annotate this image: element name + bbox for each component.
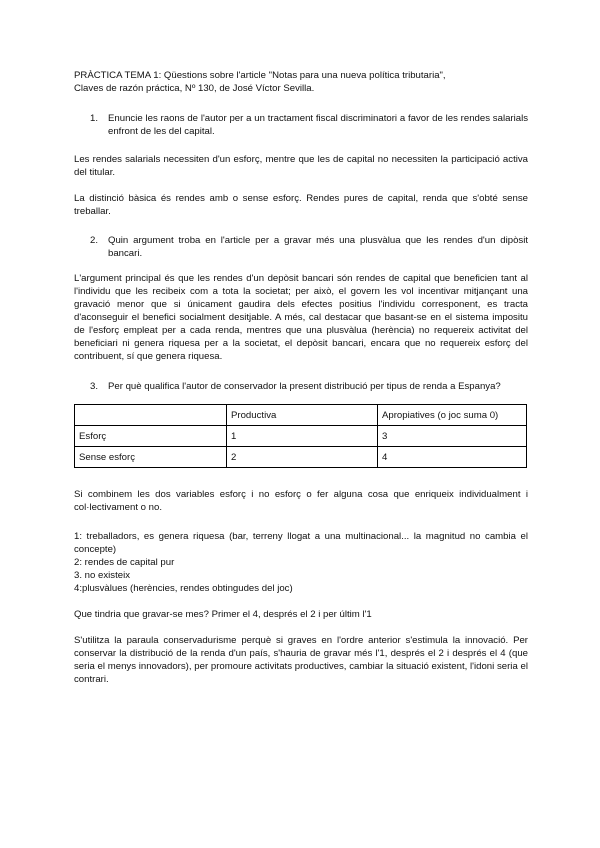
table-cell: 3 <box>378 426 527 447</box>
question-2-number: 2. <box>90 235 99 246</box>
answer-3-paragraph-1: Si combinem les dos variables esforç i no esforç o fer alguna cosa que enriqueix individualment i col·lectivament o no. <box>74 489 528 513</box>
list-item: 3. no existeix <box>74 570 130 581</box>
answer-3-paragraph-3: S'utilitza la paraula conservadurisme perquè si graves en l'ordre anterior s'estimula la innovació. Per conservar la distribució de la renda d'un país, s'hauria de gravar més l'1, després el 2 i després el 4 (que seria el menys innovadors), per promoure activitats productives, cambiar la situació existent, l'idoni seria el contrari. <box>74 635 528 685</box>
question-1 <box>90 112 528 138</box>
question-3-number: 3. <box>90 381 99 392</box>
table-header-cell <box>75 405 227 426</box>
answer-1-paragraph-1: Les rendes salarials necessiten d'un esforç, mentre que les de capital no necessiten la participació activa del titular. <box>74 154 528 178</box>
list-item: 2: rendes de capital pur <box>74 557 175 568</box>
table-row <box>75 426 527 447</box>
title-line-2: Claves de razón práctica, Nº 130, de José Víctor Sevilla. <box>74 83 315 94</box>
table-cell: 1 <box>227 426 378 447</box>
table-header-cell: Apropiatives (o joc suma 0) <box>378 405 527 426</box>
answer-1-paragraph-2: La distinció bàsica és rendes amb o sense esforç. Rendes pures de capital, renda que s'obté sense treballar. <box>74 193 528 217</box>
answer-3-list <box>74 530 528 595</box>
table-row <box>75 447 527 468</box>
table-cell: 2 <box>227 447 378 468</box>
list-item: 1: treballadors, es genera riquesa (bar, terreny llogat a una multinacional... la magnitud no cambia el concepte) <box>74 531 528 555</box>
question-2 <box>90 234 528 260</box>
question-1-text: Enuncie les raons de l'autor per a un tractament fiscal discriminatori a favor de les rendes salarials enfront de les del capital. <box>108 113 528 137</box>
answer-3-paragraph-2: Que tindria que gravar-se mes? Primer el 4, després el 2 i per últim l'1 <box>74 609 372 620</box>
income-type-table <box>74 404 527 468</box>
table-header-cell: Productiva <box>227 405 378 426</box>
question-3-text: Per què qualifica l'autor de conservador la present distribució per tipus de renda a Espanya? <box>108 381 501 392</box>
question-1-number: 1. <box>90 113 99 124</box>
title-line-1: PRÀCTICA TEMA 1: Qüestions sobre l'article "Notas para una nueva política tributaria", <box>74 70 446 81</box>
table-cell: 4 <box>378 447 527 468</box>
table-cell: Esforç <box>75 426 227 447</box>
answer-2-paragraph: L'argument principal és que les rendes d'un depòsit bancari són rendes de capital que beneficien tant al l'individu que les recibeix com a tota la societat; per això, el govern les vol incentivar mitjançant una gravació menor que si únicament gaudira dels efectes positius l'individu corresponent, es tracta d'aconseguir el benefici socialment desitjable. A més, cal destacar que basant-se en el sistema impositu de l'esforç empleat per a cada renda, mentres que una plusvàlua (herència) no requereix activitat del beneficiari ni genera riquesa per a la societat, el depòsit bancari, encara que no requereix esforç del contribuent, sí que genera riquesa. <box>74 273 528 362</box>
question-3 <box>90 380 528 393</box>
question-2-text: Quin argument troba en l'article per a gravar més una plusvàlua que les rendes d'un dipòsit bancari. <box>108 235 528 259</box>
document-title <box>74 69 528 95</box>
table-header-row <box>75 405 527 426</box>
table-cell: Sense esforç <box>75 447 227 468</box>
list-item: 4:plusvàlues (herències, rendes obtingudes del joc) <box>74 583 293 594</box>
